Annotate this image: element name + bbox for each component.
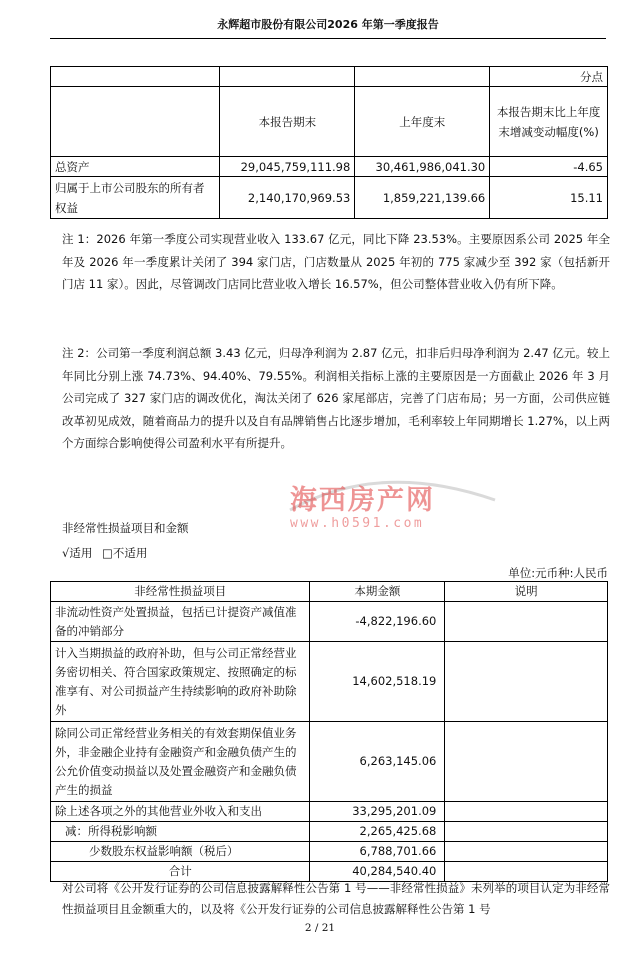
watermark bbox=[280, 470, 510, 580]
col-header-change: 本报告期末比上年度末增减变动幅度(%) bbox=[490, 87, 608, 157]
table-row-note bbox=[445, 602, 608, 642]
table-row-note bbox=[445, 722, 608, 802]
table-row-item: 除同公司正常经营业务相关的有效套期保值业务外，非金融企业持有金融资产和金融负债产生的公允价值变动损益以及处置金融资产和金融负债产生的损益 bbox=[51, 722, 310, 802]
table-row-total: 合计 bbox=[51, 862, 310, 882]
unit-cell: 分点 bbox=[490, 67, 608, 87]
blank-cell bbox=[220, 67, 355, 87]
watermark-url: www.h0591.com bbox=[290, 516, 425, 531]
table-row-item: 减：所得税影响额 bbox=[51, 822, 310, 842]
table-row-note bbox=[445, 842, 608, 862]
cell-total-assets-change: -4.65 bbox=[490, 157, 608, 177]
cell-equity-current: 2,140,170,969.53 bbox=[220, 177, 355, 219]
section-title: 非经常性损益项目和金额 bbox=[62, 521, 189, 535]
table-row-amount: 2,265,425.68 bbox=[310, 822, 445, 842]
table-row-amount: 33,295,201.09 bbox=[310, 802, 445, 822]
blank-cell bbox=[355, 67, 490, 87]
table-row-amount: 6,788,701.66 bbox=[310, 842, 445, 862]
cell-total-assets-current: 29,045,759,111.98 bbox=[220, 157, 355, 177]
table-row-item: 除上述各项之外的其他营业外收入和支出 bbox=[51, 802, 310, 822]
table-row-amount: 14,602,518.19 bbox=[310, 642, 445, 722]
note-1: 注 1：2026 年第一季度公司实现营业收入 133.67 亿元，同比下降 23.53%。主要原因系公司 2025 年全年及 2026 年一季度累计关闭了 394 家门店，门店数量从 2025 年初的 775 家减少至 392 家（包括新开门店 11 家）。因此，尽管调改门店同比营业收入增长 16.57%，但公司整体营业收入仍有所下降。 bbox=[62, 232, 610, 291]
col-header-current: 本报告期末 bbox=[220, 87, 355, 157]
not-applicable-unchecked: □不适用 bbox=[101, 546, 148, 560]
cell-equity-change: 15.11 bbox=[490, 177, 608, 219]
blank-cell bbox=[51, 87, 220, 157]
page-number: 2 / 21 bbox=[304, 922, 336, 934]
col-header-amount: 本期金额 bbox=[310, 582, 445, 602]
table-row-note bbox=[445, 802, 608, 822]
table-row-item: 非流动性资产处置损益，包括已计提资产减值准备的冲销部分 bbox=[51, 602, 310, 642]
non-recurring-table bbox=[50, 581, 608, 882]
note-2: 注 2：公司第一季度利润总额 3.43 亿元，归母净利润为 2.87 亿元，扣非后归母净利润为 2.47 亿元。较上年同比分别上涨 74.73%、94.40%、79.55%。利润相关指标上涨的主要原因是一方面截止 2026 年 3 月公司完成了 327 家门店的调改优化，淘汰关闭了 626 家尾部店，完善了门店布局；另一方面，公司供应链改革初见成效，随着商品力的提升以及自有品牌销售占比逐步增加，毛利率较上年同期增长 1.27%，以上两个方面综合影响使得公司盈利水平有所提升。 bbox=[62, 346, 610, 450]
table-row-amount: -4,822,196.60 bbox=[310, 602, 445, 642]
row-label-total-assets: 总资产 bbox=[51, 157, 220, 177]
cell-total-assets-previous: 30,461,986,041.30 bbox=[355, 157, 490, 177]
col-header-note: 说明 bbox=[445, 582, 608, 602]
table-row-item: 计入当期损益的政府补助，但与公司正常经营业务密切相关、符合国家政策规定、按照确定的标准享有、对公司损益产生持续影响的政府补助除外 bbox=[51, 642, 310, 722]
table-row-note bbox=[445, 642, 608, 722]
report-header: 永辉超市股份有限公司2026 年第一季度报告 bbox=[50, 16, 606, 39]
row-label-equity: 归属于上市公司股东的所有者权益 bbox=[51, 177, 220, 219]
tail-paragraph: 对公司将《公开发行证券的公司信息披露解释性公告第 1 号——非经常性损益》未列举的项目认定为非经常性损益项目且金额重大的，以及将《公开发行证券的公司信息披露解释性公告第 1 号 bbox=[62, 881, 610, 916]
col-header-previous: 上年度末 bbox=[355, 87, 490, 157]
table-row-amount: 6,263,145.06 bbox=[310, 722, 445, 802]
cell-equity-previous: 1,859,221,139.66 bbox=[355, 177, 490, 219]
table-row-note bbox=[445, 822, 608, 842]
applicable-checked: √适用 bbox=[62, 546, 93, 560]
table-row-item: 少数股东权益影响额（税后） bbox=[51, 842, 310, 862]
table-row-total-amount: 40,284,540.40 bbox=[310, 862, 445, 882]
applicable-option bbox=[62, 545, 147, 561]
blank-cell bbox=[51, 67, 220, 87]
balance-table bbox=[50, 66, 608, 219]
unit-label: 单位:元币种:人民币 bbox=[508, 566, 608, 580]
watermark-text: 海西房产网 bbox=[290, 485, 435, 516]
col-header-item: 非经常性损益项目 bbox=[51, 582, 310, 602]
